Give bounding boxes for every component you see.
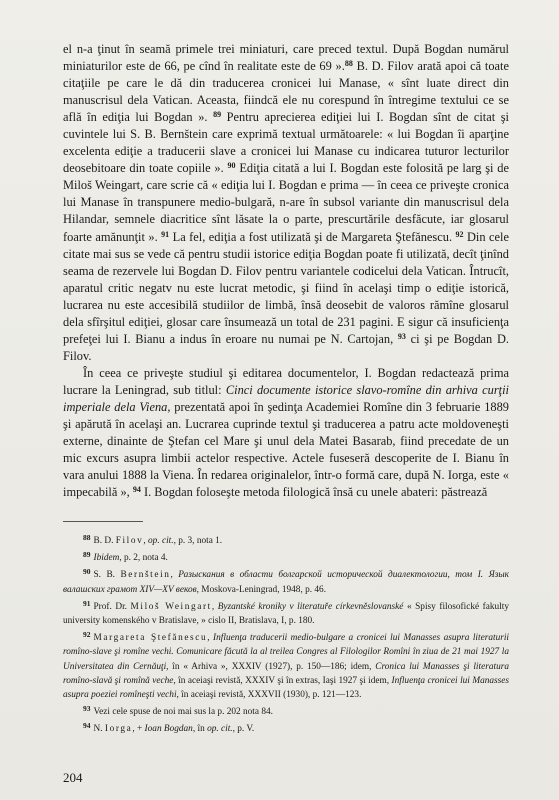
footnote-body [63,702,509,719]
text-segment: Ediţia citată a lui I. Bogdan este folosită pe larg şi de Miloš Weingart, care scrie că « ediţia lui I. Bogdan e prima — în ceea ce priveşte cronica lui Manase în transpunere medio-bulgară, n-are în subsol variante din manuscrisul dela Hilandar, semnele diacritice sînt lăsate la o parte, prescurtările desfăcute, iar glosarul foarte amănunţit ». [63,161,509,244]
footnote-divider [63,521,143,522]
footnote [63,548,509,565]
footnote-ref[interactable]: 94 [132,485,141,495]
text-segment: I. Bogdan foloseşte metoda filologică însă cu unele abateri: păstrează [140,485,488,500]
text-segment: , în [192,724,208,735]
text-segment: , [207,633,214,644]
footnote-body [63,628,509,702]
paragraph [63,41,509,365]
italic-text: Influenţa traducerii medio-bulgare a cronicei lui Manasses asupra literaturii romîno-slave şi romîne vechi. Comunicare făcută la al treilea Congres al Filologilor Romîni în ziua de 21 mai 1927 la Universitatea din Cernăuţi [63,633,509,672]
footnote-number: 94 [83,721,91,731]
footnote [63,597,509,628]
footnotes [63,531,509,737]
text-segment: La fel, ediţia a fost utilizată şi de Margareta Ştefănescu. [169,229,456,244]
footnote-number: 89 [83,550,91,560]
footnote-number: 93 [83,704,91,714]
text-segment: Prof. Dr. [93,601,131,612]
footnote [63,565,509,596]
page-number: 204 [63,770,83,785]
italic-text: Ioan Bogdan [144,724,193,735]
text-segment: B. D. Filov arată apoi că toate citaţiile pe care le dă din traducerea cronicei lui Manase, « sînt luate direct din manuscrisul dela Vatican. Aceasta, fiindcă ele nu corespund în întregime textului ce se află în ediţia lui Bogdan ». [63,59,509,125]
text-segment: B. D. [93,536,116,546]
text-segment: , + [132,724,145,735]
footnote-ref[interactable]: 92 [455,229,464,239]
footnote-ref[interactable]: 90 [227,161,236,171]
footnote-number: 88 [83,533,91,542]
main-text [63,41,509,501]
author-name: Bernštein [120,570,171,581]
text-segment: N. [93,724,105,735]
text-segment: , prezentată apoi în şedinţa Academiei Romîne din 3 februarie 1889 şi apărută în acelaşi an. Lucrarea cuprinde textul şi traducerea a patru acte moldoveneşti externe, dinainte de Ştefan cel Mare şi unul dela Matei Basarab, fiind precedate de un mic excurs asupra limbii actelor respective. Actele fuseseră descoperite de I. Bianu în vara anului 1888 la Viena. În redarea originalelor, într-o formă care, după N. Iorga, este « impecabilă », [63,399,510,500]
italic-text: op. cit. [207,724,233,735]
italic-text: op. cit. [148,536,174,546]
text-segment: , [143,536,149,546]
italic-text: Cronica lui Manasses şi literatura romîno-slavă şi romînă veche [63,661,509,686]
footnote-body [63,565,509,596]
italic-text: Influenţa cronicei lui Manasses asupra poeziei romîneşti vechi [63,675,509,701]
footnote-ref[interactable]: 91 [161,229,170,239]
italic-text: Разыскания в области болгарской исторической диалектологии, том I. Язык валашских грамот XIV—XV веков [63,570,509,595]
author-name: Miloš Weingart [130,601,212,612]
italic-text: Byzantské kroniky v literatuře církevněslovanské [217,601,404,612]
text-segment: , p. 2, nota 4. [119,553,168,564]
footnote-body [63,531,509,548]
text-segment: « Spisy filosofické fakulty university komenského v Bratislave, » cislo II, Bratislava, I, p. 180. [63,601,509,627]
text-segment: Pentru aprecierea ediţiei lui I. Bogdan sînt de citat şi cuvintele lui S. B. Bernštein care exprimă textual următoarele: « lui Bogdan îi aparţine excelenta ediţie a traducerii slave a cronicei lui Manase cu indicarea tuturor lecturilor deosebitoare din toate copiile ». [63,110,509,176]
footnote-body [63,597,509,628]
text-segment: , [211,601,218,612]
footnote [63,531,509,548]
footnote-body [63,719,509,736]
text-segment: , p. V. [232,724,255,735]
text-segment: , [170,570,179,581]
text-segment: , p. 3, nota 1. [173,536,223,546]
italic-text: Cinci documente istorice slavo-romîne din arhiva curţii imperiale dela Viena [63,382,509,414]
footnote-ref[interactable]: 88 [344,59,353,69]
author-name: Iorga [104,724,133,735]
footnote [63,628,509,702]
footnote-ref[interactable]: 89 [213,110,222,120]
footnote [63,702,509,719]
text-segment: , în « Arhiva », XXXIV (1927), p. 150—186; idem, [166,661,376,672]
footnote-body [63,548,509,565]
footnote-number: 92 [83,630,91,640]
text-segment: Din cele citate mai sus se vede că pentru studii istorice ediţia Bogdan poate fi utilizată, decît ţinînd seama de rezervele lui Bogdan D. Filov pentru variantele codicelui dela Vatican. Întrucît, aparatul critic negatv nu este lucrat metodic, şi fiind în acelaşi timp o ediţie istorică, lucrarea nu este accesibilă studiilor de limbă, însă deosebit de valoros rămîne glosarul dela sfîrşitul ediţiei, glosar care însumează un total de 231 pagini. E sigur că insuficienţa prefeţei lui I. Bianu a indus în eroare nu numai pe N. Cartojan, [63,229,509,346]
author-name: Filov [115,536,144,546]
footnote [63,719,509,736]
footnote-ref[interactable]: 93 [397,331,406,341]
text-segment: , Moskova-Leningrad, 1948, p. 46. [196,584,327,595]
text-segment: Vezi cele spuse de noi mai sus la p. 202 nota 84. [93,707,273,718]
text-segment: S. B. [93,570,121,581]
text-segment: el n-a ţinut în seamă primele trei miniaturi, care preced textul. După Bogdan numărul miniaturilor este de 66, pe cînd în realitate este de 69 ». [63,42,509,74]
text-segment: ci şi pe Bogdan D. Filov. [63,331,509,363]
author-name: Margareta Ştefănescu [93,633,208,644]
text-segment: În ceea ce priveşte studiul şi editarea documentelor, I. Bogdan redactează prima lucrare la Leningrad, sub titlul: [63,365,509,397]
text-segment: , în aceiaşi revistă, XXXIV şi în extras, Iaşi 1927 şi idem, [173,675,392,686]
italic-text: Ibidem [93,553,120,564]
footnote-number: 90 [83,567,91,577]
footnote-number: 91 [83,598,91,608]
text-segment: , în aceiaşi revistă, XXXVII (1930), p. 121—123. [176,690,362,701]
paragraph [63,365,509,501]
